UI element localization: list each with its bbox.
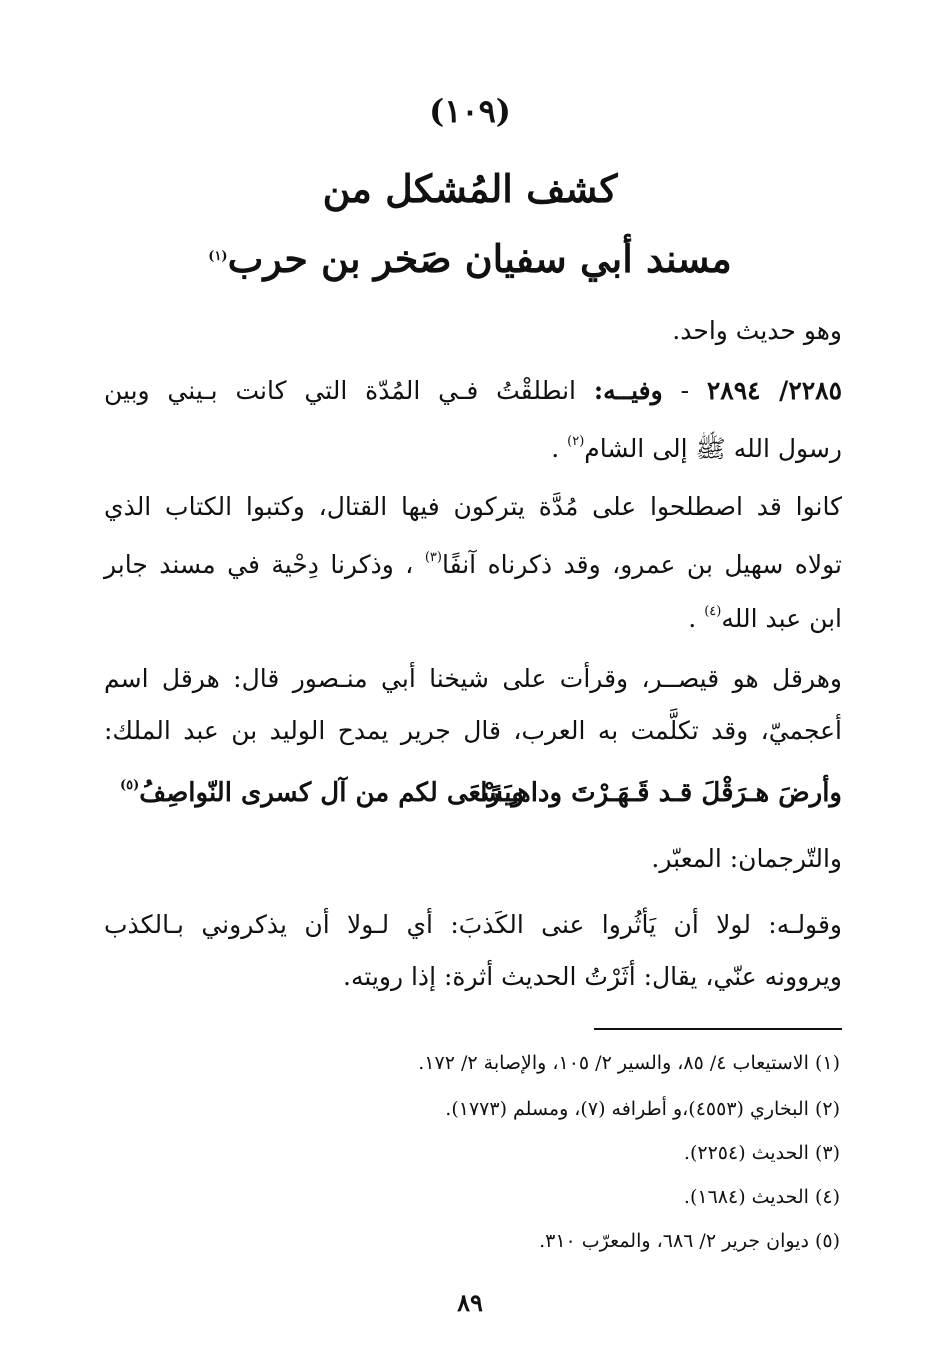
chapter-title-line2 <box>0 236 940 281</box>
footnote-ref-4: (٤) <box>704 604 722 619</box>
verse-second-text: ويَسْعَى لكم من آل كسرى النّواصِفُ <box>139 778 525 808</box>
footnote-1: (١) الاستيعاب ٤/ ٨٥، والسير ٢/ ١٠٥، والإصابة ٢/ ١٧٢. <box>418 1052 840 1074</box>
page-number: ٨٩ <box>457 1288 483 1317</box>
footnote-ref-3: (٣) <box>424 550 442 565</box>
chapter-title-text: مسند أبي سفيان صَخر بن حرب <box>227 236 732 281</box>
paragraph2-line3-text: ابن عبد الله <box>721 604 842 633</box>
hadith-line1 <box>104 376 842 406</box>
verse-second-hemistich <box>120 778 524 808</box>
footnote-3: (٣) الحديث (٢٢٥٤). <box>683 1142 840 1164</box>
hadith-text: انطلقْتُ فـي المُدّة التي كانت بـيني وبين <box>104 376 577 405</box>
footnote-5: (٥) ديوان جرير ٢/ ٦٨٦، والمعرّب ٣١٠. <box>539 1230 840 1252</box>
footnote-ref-5: (٥) <box>120 778 140 793</box>
paragraph2-line2 <box>104 550 842 580</box>
hadith-lead: وفيــه: <box>593 376 663 405</box>
chapter-title-line1: كشف المُشكل من <box>322 166 618 211</box>
footnote-ref-1: (١) <box>208 249 228 264</box>
footnote-ref-2: (٢) <box>567 434 585 449</box>
hadith-line2: رسول الله ﷺ إلى الشام$^{(٢)}$ . <box>551 434 842 463</box>
chapter-number: (١٠٩) <box>429 92 511 130</box>
paragraph3-line1: وهرقل هو قيصــر، وقرأت على شيخنا أبي منـصور قال: هرقل اسم <box>104 664 842 693</box>
paragraph2-line3: ابن عبد الله$^{(٤)}$ . <box>688 604 842 633</box>
paragraph5-line1: وقولـه: لولا أن يَأثُروا عنى الكَذبَ: أي لـولا أن يذكروني بـالكذب <box>104 910 842 939</box>
footnote-2: (٢) البخاري (٤٥٥٣)،و أطرافه (٧)، ومسلم (١٧٧٣). <box>445 1098 840 1120</box>
paragraph2-line2-b: ، وذكرنا دِحْية في مسند جابر <box>104 550 414 579</box>
intro-line: وهو حديث واحد. <box>672 316 842 345</box>
hadith-dash: - <box>680 376 690 405</box>
paragraph2-line1: كانوا قد اصطلحوا على مُدَّة يتركون فيها القتال، وكتبوا الكتاب الذي <box>104 492 842 521</box>
paragraph5-line2: ويروونه عنّي، يقال: أثَرْتُ الحديث أثرة: إذا رويته. <box>343 962 842 991</box>
verse-first-hemistich: وأرضَ هـرَقْلَ قـد قَـهَـرْتَ وداهـِـرًا <box>480 778 842 808</box>
hadith-line2-text: رسول الله ﷺ إلى الشام <box>584 434 842 463</box>
paragraph2-line2-a: تولاه سهيل بن عمرو، وقد ذكرناه آنفًا <box>441 550 842 579</box>
footnote-4: (٤) الحديث (١٦٨٤). <box>683 1186 840 1208</box>
hadith-number: ٢٢٨٥/ ٢٨٩٤ <box>706 376 843 405</box>
footnote-separator <box>594 1028 842 1030</box>
paragraph3-line2: أعجميّ، وقد تكلَّمت به العرب، قال جرير يمدح الوليد بن عبد الملك: <box>104 716 842 745</box>
paragraph4-line: والتّرجمان: المعبّر. <box>651 844 842 873</box>
